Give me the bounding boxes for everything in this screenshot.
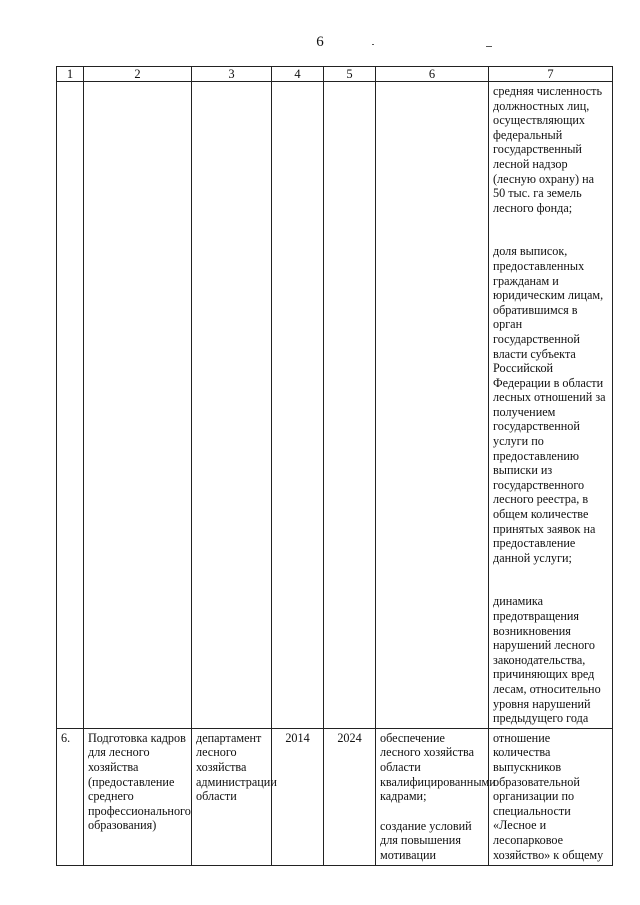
row-number: 6. [57,728,84,865]
column-header: 7 [489,67,613,82]
table-cell [324,82,376,729]
executor: департамент лесного хозяйства администрации области [192,728,272,865]
scan-speck [486,46,492,47]
table-cell [57,82,84,729]
indicator-cell: отношение количества выпускников образовательной организации по специальности «Лесное и лесопарковое хозяйство» к общему [489,728,613,865]
column-header: 4 [272,67,324,82]
table-cell [192,82,272,729]
table-cell [376,82,489,729]
program-table [56,66,613,866]
column-number-row [57,67,613,82]
column-header: 3 [192,67,272,82]
column-header: 2 [84,67,192,82]
indicator-text: доля выписок, предоставленных гражданам и юридическим лицам, обратившимся в орган государственной власти субъекта Российской Федерации в области лесных отношений за получением государственной услуги по предоставлению выписки из государственного лесного реестра, в общем количестве принятых заявок на предоставление данной услуги; [493,244,606,565]
scan-speck [372,44,374,45]
indicators-cell [489,82,613,729]
indicator-text: динамика предотвращения возникновения нарушений лесного законодательства, причиняющих вред лесам, относительно уровня нарушений предыдущего года [493,594,601,726]
start-year: 2014 [272,728,324,865]
table-row-continued [57,82,613,729]
end-year: 2024 [324,728,376,865]
table-cell [84,82,192,729]
table-row-6 [57,728,613,865]
result-text: обеспечение лесного хозяйства области квалифицированными кадрами; [380,730,496,804]
column-header: 5 [324,67,376,82]
result-text: создание условий для повышения мотивации [380,818,472,862]
column-header: 1 [57,67,84,82]
column-header: 6 [376,67,489,82]
table-cell [272,82,324,729]
activity-name: Подготовка кадров для лесного хозяйства (предоставление среднего профессионального образования) [84,728,192,865]
indicator-text: средняя численность должностных лиц, осуществляющих федеральный государственный лесной надзор (лесную охрану) на 50 тыс. га земель лесного фонда; [493,84,603,215]
page-number: 6 [316,34,324,50]
results-cell [376,728,496,865]
